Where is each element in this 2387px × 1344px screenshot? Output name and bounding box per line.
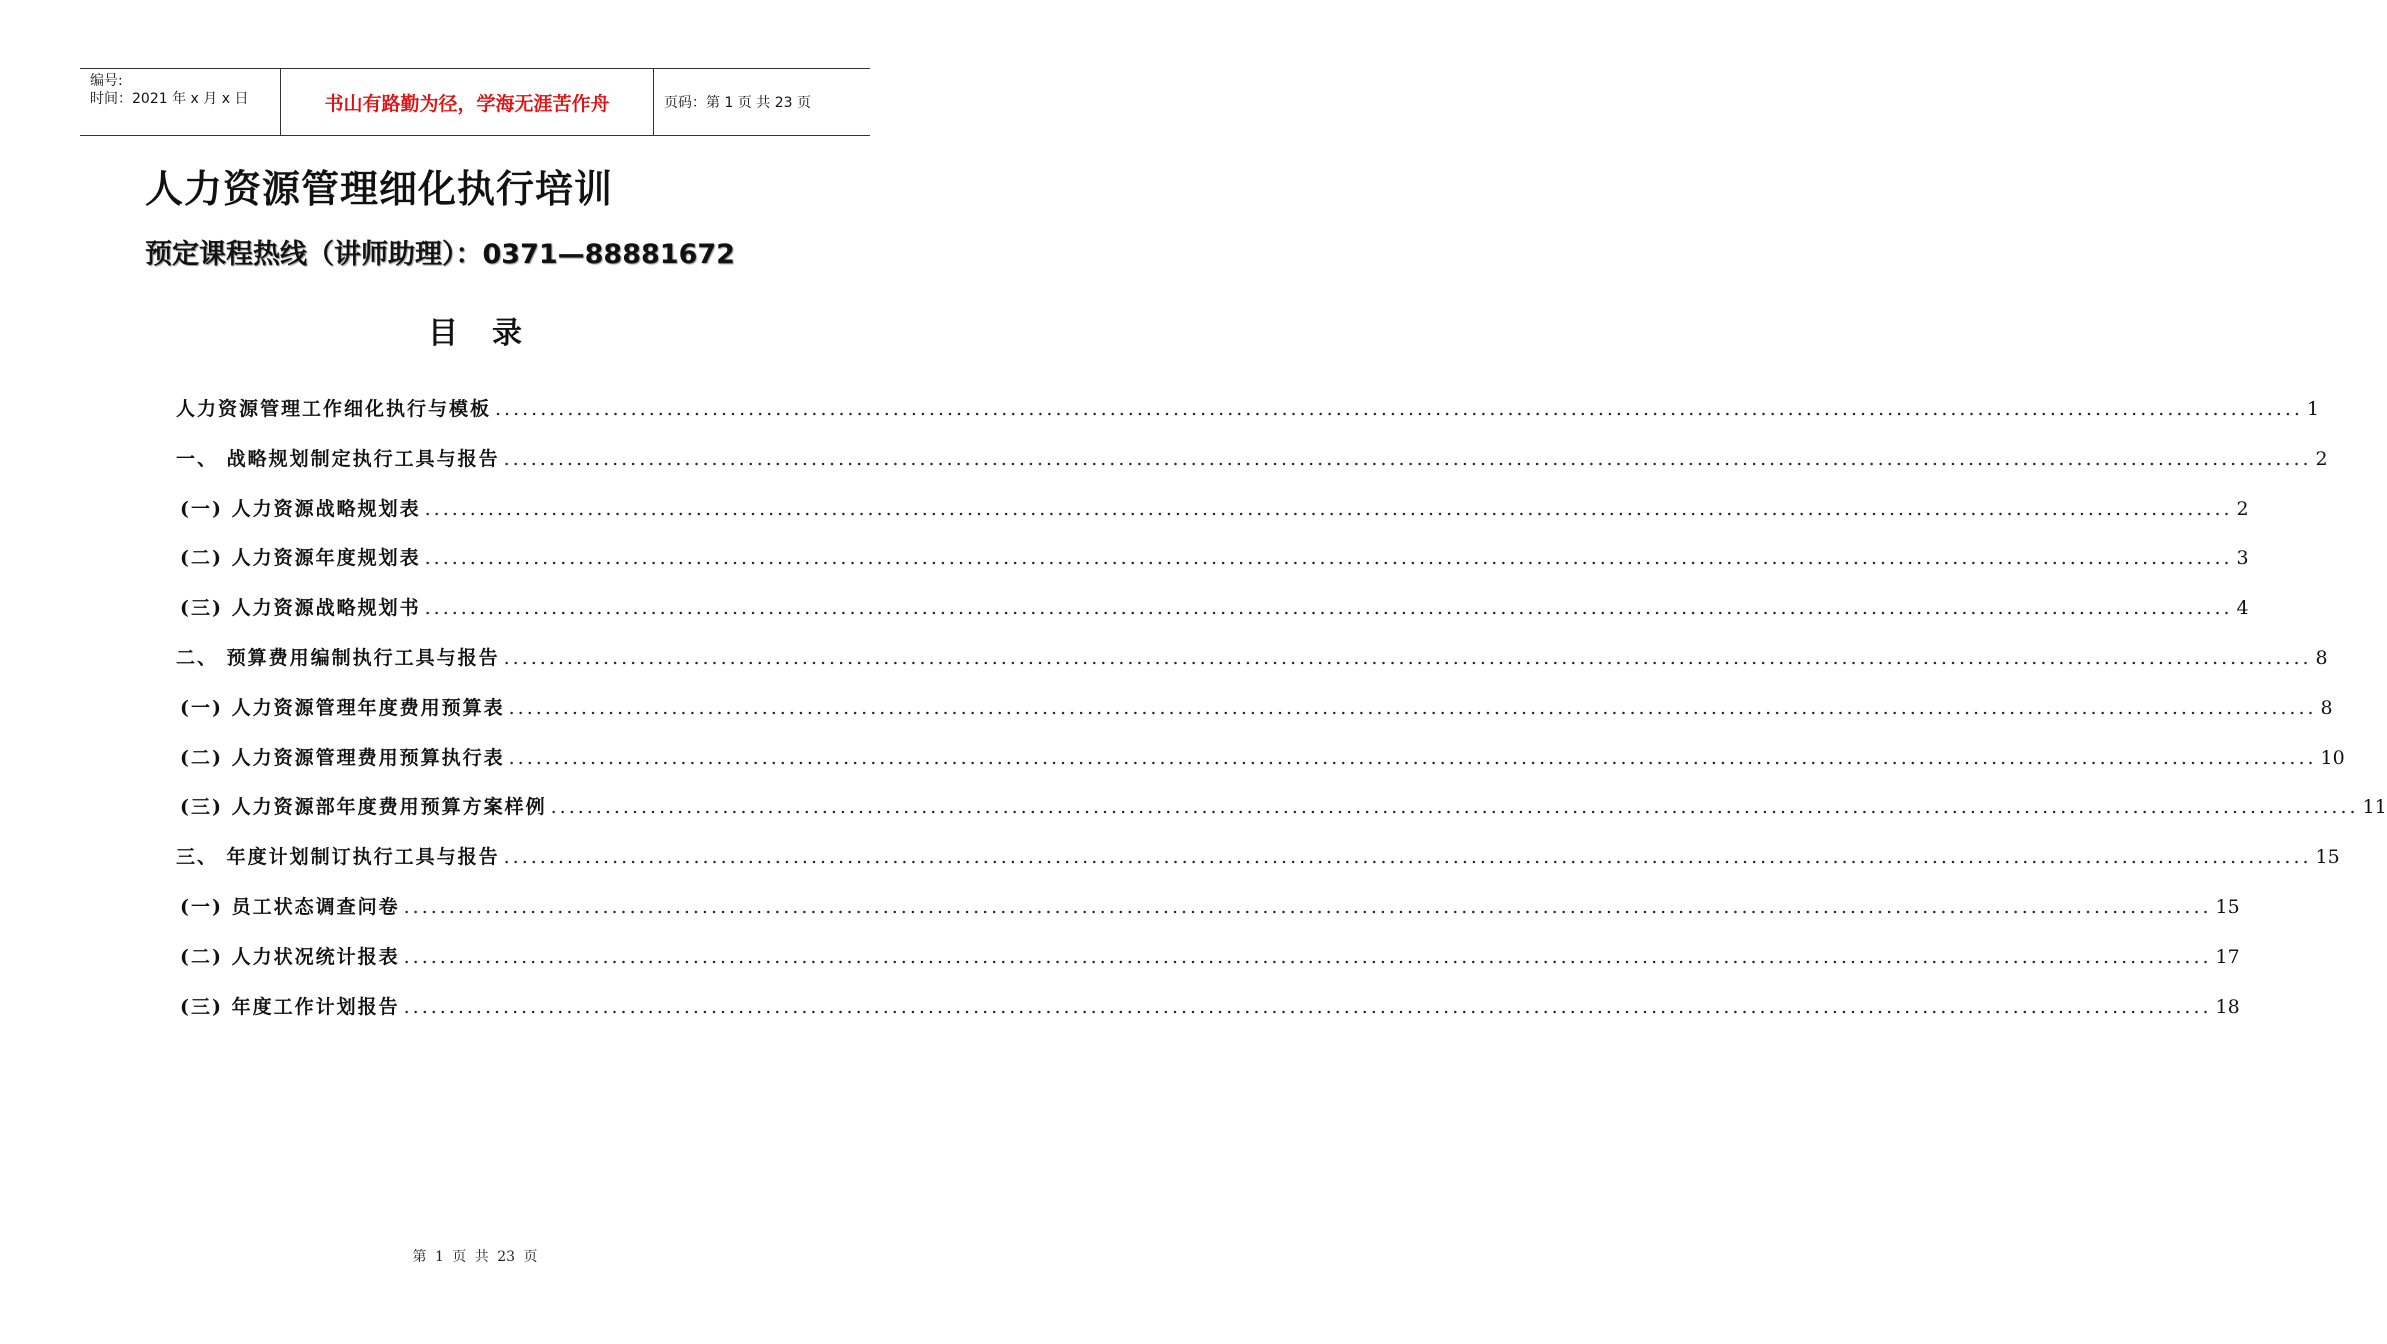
toc-entry[interactable] [176,444,2328,478]
toc-leader-dots: ........................................................................................................................................................................................................ [403,896,2212,918]
header-meta [80,69,281,135]
toc-entry-label: (三) 年度工作计划报告 [180,995,400,1018]
toc-entry-page: 18 [2215,995,2240,1018]
document-title: 人力资源管理细化执行培训 [145,167,614,211]
toc-entry-label: 人力资源管理工作细化执行与模板 [176,398,492,420]
toc-leader-dots: ........................................................................................................................................................................................................ [503,647,2312,669]
toc-entry[interactable] [180,693,2333,727]
page-info: 页码：第 1 页 共 23 页 [664,95,811,111]
toc-leader-dots: ........................................................................................................................................................................................................ [403,945,2212,968]
toc-heading: 目录 [428,316,556,351]
toc-entry-page: 2 [2315,447,2328,470]
toc-entry[interactable] [176,842,2340,876]
toc-leader-dots: ........................................................................................................................................................................................................ [503,447,2312,470]
toc-entry-label: (一) 人力资源管理年度费用预算表 [180,696,505,719]
toc-entry[interactable] [176,394,2320,428]
toc-entry[interactable] [180,743,2345,777]
toc-entry-label: (三) 人力资源战略规划书 [180,597,421,620]
toc-leader-dots: ........................................................................................................................................................................................................ [503,846,2312,869]
time-label: 时间：2021 年 x 月 x 日 [90,91,249,107]
toc-entry-page: 2 [2236,497,2249,520]
toc-leader-dots: ........................................................................................................................................................................................................ [424,497,2233,520]
toc-entry-label: 二、 预算费用编制执行工具与报告 [176,647,500,669]
toc-entry-page: 4 [2236,597,2249,620]
number-label: 编号: [90,73,123,89]
toc-leader-dots: ........................................................................................................................................................................................................ [424,547,2233,570]
hotline: 预定课程热线（讲师助理）：0371—88881672 [145,239,735,270]
toc-leader-dots: ........................................................................................................................................................................................................ [550,796,2359,819]
toc-leader-dots: ........................................................................................................................................................................................................ [508,746,2317,769]
toc-entry[interactable] [180,892,2240,926]
toc-entry-label: (二) 人力资源年度规划表 [180,547,421,570]
toc-entry-page: 15 [2215,896,2240,918]
toc-leader-dots: ........................................................................................................................................................................................................ [508,696,2317,719]
toc-entry-label: (二) 人力资源管理费用预算执行表 [180,746,505,769]
toc-leader-dots: ........................................................................................................................................................................................................ [424,597,2233,620]
toc-entry-page: 1 [2306,398,2320,420]
toc-entry-label: (一) 人力资源战略规划表 [180,497,421,520]
motto: 书山有路勤为径，学海无涯苦作舟 [281,69,654,135]
toc-entry-page: 11 [2362,796,2387,819]
header-table [80,68,870,136]
toc-entry-label: 一、 战略规划制定执行工具与报告 [176,447,500,470]
toc-entry-page: 8 [2320,696,2333,719]
toc-leader-dots: ........................................................................................................................................................................................................ [403,995,2212,1018]
page-footer: 第 1 页 共 23 页 [412,1249,538,1265]
toc-entry-label: (一) 员工状态调查问卷 [180,896,400,918]
toc-entry[interactable] [180,942,2240,976]
toc-entry-page: 17 [2215,945,2240,968]
toc-entry[interactable] [180,593,2249,627]
toc-entry[interactable] [180,494,2249,528]
toc-entry-label: (三) 人力资源部年度费用预算方案样例 [180,796,547,819]
toc-entry-page: 15 [2315,846,2340,869]
toc-entry-label: (二) 人力状况统计报表 [180,945,400,968]
toc-entry-label: 三、 年度计划制订执行工具与报告 [176,846,500,869]
toc-entry-page: 10 [2320,746,2345,769]
toc-entry[interactable] [180,543,2249,577]
toc-entry[interactable] [180,792,2387,826]
toc-entry[interactable] [180,992,2240,1026]
toc-entry[interactable] [176,643,2328,677]
toc-leader-dots: ........................................................................................................................................................................................................ [495,398,2303,420]
toc-entry-page: 3 [2236,547,2249,570]
toc-entry-page: 8 [2315,647,2328,669]
